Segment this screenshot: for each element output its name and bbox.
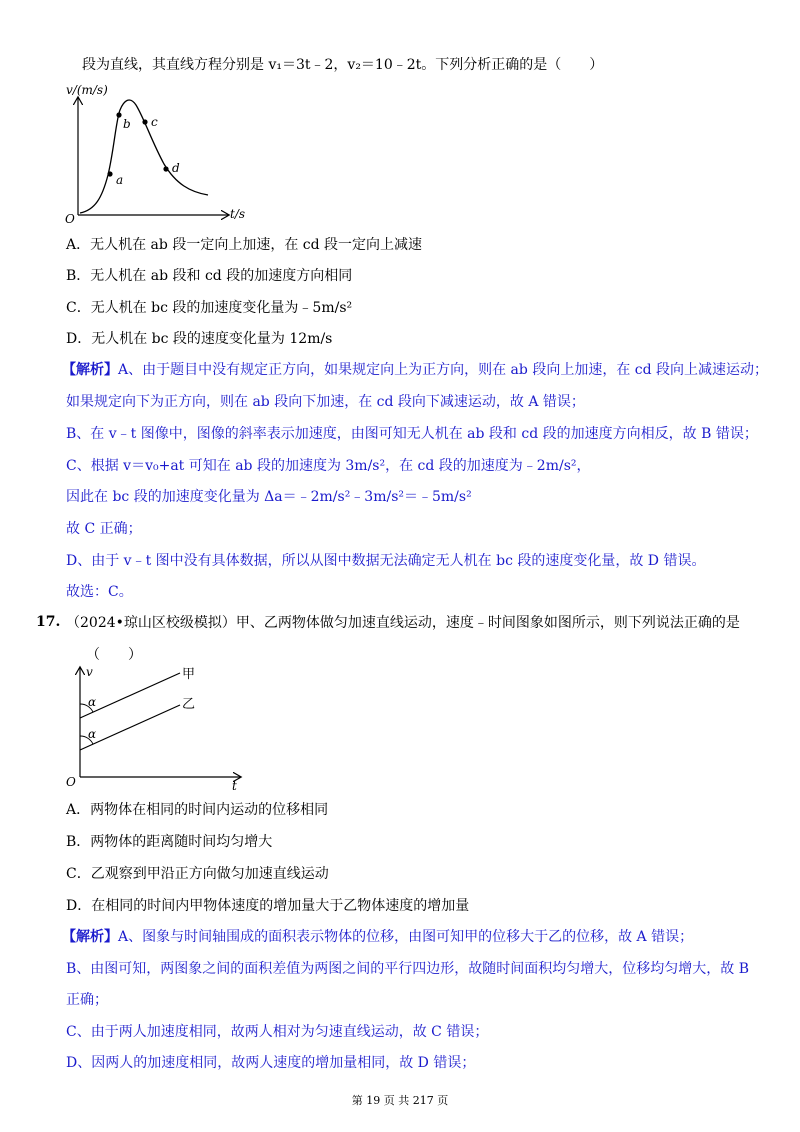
- q16-analysis-line-6: 故 C 正确；: [66, 521, 142, 537]
- q16-point-c: [142, 119, 147, 124]
- q16-analysis-line-5: 因此在 bc 段的加速度变化量为 Δa＝﹣2m/s²﹣3m/s²＝﹣5m/s²: [66, 489, 472, 505]
- q16-origin: O: [65, 212, 75, 225]
- q16-option-b: B．无人机在 ab 段和 cd 段的加速度方向相同: [66, 268, 353, 284]
- q16-analysis-line-8: 故选：C。: [66, 584, 133, 600]
- q16-analysis-line-4: C、根据 v＝v₀+at 可知在 ab 段的加速度为 3m/s²，在 cd 段的加速度为﹣2m/s²，: [66, 458, 591, 474]
- q17-option-d: D．在相同的时间内甲物体速度的增加量大于乙物体速度的增加量: [66, 898, 470, 914]
- q16-label-b: b: [123, 117, 131, 131]
- q16-point-b: [116, 112, 121, 117]
- q16-analysis-tag: 【解析】: [62, 362, 118, 378]
- q16-curve: [80, 100, 208, 213]
- q17-xlabel: t: [232, 779, 237, 790]
- q16-stem-tail: 段为直线，其直线方程分别是 v₁＝3t﹣2，v₂＝10﹣2t。下列分析正确的是（ ）: [82, 57, 604, 73]
- q16-label-d: d: [172, 161, 180, 175]
- q16-label-c: c: [151, 115, 158, 129]
- q17-stem: （2024•琼山区校级模拟）甲、乙两物体做匀加速直线运动，速度﹣时间图象如图所示，则下列说法正确的是: [66, 615, 740, 631]
- q16-analysis-line-3: B、在 v﹣t 图像中，图像的斜率表示加速度，由图可知无人机在 ab 段和 cd 段的加速度方向相反，故 B 错误；: [66, 426, 758, 442]
- q17-label-jia: 甲: [182, 667, 196, 682]
- q16-xlabel: t/s: [230, 207, 246, 221]
- q17-label-yi: 乙: [182, 697, 196, 712]
- q16-option-d: D．无人机在 bc 段的速度变化量为 12m/s: [66, 331, 333, 347]
- q17-option-c: C．乙观察到甲沿正方向做匀加速直线运动: [66, 866, 329, 882]
- q17-analysis-text-1: A、图象与时间轴围成的面积表示物体的位移，由图可知甲的位移大于乙的位移，故 A 错误；: [118, 929, 694, 945]
- q16-option-a: A．无人机在 ab 段一定向上加速，在 cd 段一定向上减速: [66, 237, 423, 253]
- q17-analysis-line-4: C、由于两人加速度相同，故两人相对为匀速直线运动，故 C 错误；: [66, 1024, 489, 1040]
- q17-paren: （ ）: [86, 647, 142, 663]
- q16-option-c: C．无人机在 bc 段的加速度变化量为﹣5m/s²: [66, 300, 353, 316]
- q17-ylabel: v: [86, 665, 93, 679]
- q17-analysis-line-5: D、因两人的加速度相同，故两人速度的增加量相同，故 D 错误；: [66, 1055, 476, 1071]
- q17-option-a: A．两物体在相同的时间内运动的位移相同: [66, 802, 329, 818]
- q16-analysis-text-1: A、由于题目中没有规定正方向，如果规定向上为正方向，则在 ab 段向上加速，在 cd 段向上减速运动；: [118, 362, 769, 378]
- q17-number: 17.: [36, 614, 61, 630]
- q17-analysis-line-1: [62, 928, 693, 946]
- page-footer: 第 19 页 共 217 页: [351, 1094, 449, 1107]
- q17-analysis-tag: 【解析】: [62, 929, 118, 945]
- q16-point-d: [163, 166, 168, 171]
- q16-analysis-line-7: D、由于 v﹣t 图中没有具体数据，所以从图中数据无法确定无人机在 bc 段的速度变化量，故 D 错误。: [66, 553, 706, 569]
- q17-vt-graph: [60, 660, 260, 790]
- q17-origin: O: [66, 775, 76, 789]
- q17-option-b: B．两物体的距离随时间均匀增大: [66, 834, 273, 850]
- q17-analysis-line-2: B、由图可知，两图象之间的面积差值为两图之间的平行四边形，故随时间面积均匀增大，位移均匀增大，故 B: [66, 961, 750, 977]
- q16-analysis-line-2: 如果规定向下为正方向，则在 ab 段向下加速，在 cd 段向下减速运动，故 A 错误；: [66, 394, 585, 410]
- q16-vt-graph: [60, 80, 260, 225]
- q16-ylabel: v/(m/s): [66, 83, 108, 97]
- q16-analysis-line-1: [62, 361, 768, 379]
- q17-analysis-line-3: 正确；: [66, 992, 108, 1008]
- q16-point-a: [107, 171, 112, 176]
- q17-angle-label-2: α: [88, 727, 97, 741]
- q17-angle-label-1: α: [88, 695, 97, 709]
- q16-label-a: a: [116, 173, 124, 187]
